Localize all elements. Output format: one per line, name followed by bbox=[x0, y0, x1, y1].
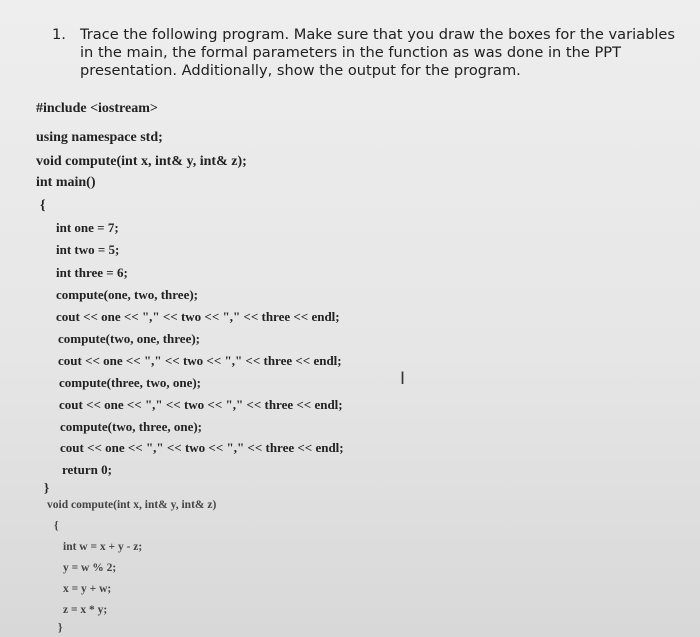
code-line-cout-2: cout << one << "," << two << "," << three << endl; bbox=[58, 353, 342, 368]
code-line-include: #include <iostream> bbox=[36, 101, 158, 116]
code-line-x-assign: x = y + w; bbox=[63, 583, 112, 595]
code-line-decl-one: int one = 7; bbox=[56, 220, 119, 235]
code-line-call-1: compute(one, two, three); bbox=[56, 287, 198, 302]
code-line-main-open-brace: { bbox=[40, 198, 46, 213]
text-cursor-icon: I bbox=[400, 369, 406, 389]
code-line-call-2: compute(two, one, three); bbox=[58, 331, 200, 346]
code-line-return: return 0; bbox=[62, 462, 112, 477]
code-line-cout-3: cout << one << "," << two << "," << three << endl; bbox=[59, 397, 343, 412]
code-line-function-open-brace: { bbox=[54, 520, 59, 532]
code-line-main: int main() bbox=[36, 175, 96, 190]
code-line-call-3: compute(three, two, one); bbox=[59, 375, 201, 390]
code-line-y-assign: y = w % 2; bbox=[63, 562, 117, 574]
code-line-cout-4: cout << one << "," << two << "," << three << endl; bbox=[60, 440, 344, 455]
question-number: 1. bbox=[52, 26, 66, 43]
code-line-z-assign: z = x * y; bbox=[63, 604, 108, 616]
code-line-prototype: void compute(int x, int& y, int& z); bbox=[36, 154, 247, 169]
code-line-decl-three: int three = 6; bbox=[56, 265, 128, 280]
code-line-main-close-brace: } bbox=[44, 480, 50, 495]
code-line-w-assign: int w = x + y - z; bbox=[63, 541, 143, 553]
code-line-function-header: void compute(int x, int& y, int& z) bbox=[47, 499, 217, 511]
code-line-cout-1: cout << one << "," << two << "," << three << endl; bbox=[56, 309, 340, 324]
code-line-call-4: compute(two, three, one); bbox=[60, 419, 202, 434]
question-text: Trace the following program. Make sure that you draw the boxes for the variables in the main, the formal parameters in the function as was done in the PPT presentation. Additionally, show the output for the program. bbox=[80, 26, 676, 79]
code-line-decl-two: int two = 5; bbox=[56, 242, 120, 257]
code-line-function-close-brace: } bbox=[58, 622, 63, 634]
code-line-using: using namespace std; bbox=[36, 130, 163, 145]
